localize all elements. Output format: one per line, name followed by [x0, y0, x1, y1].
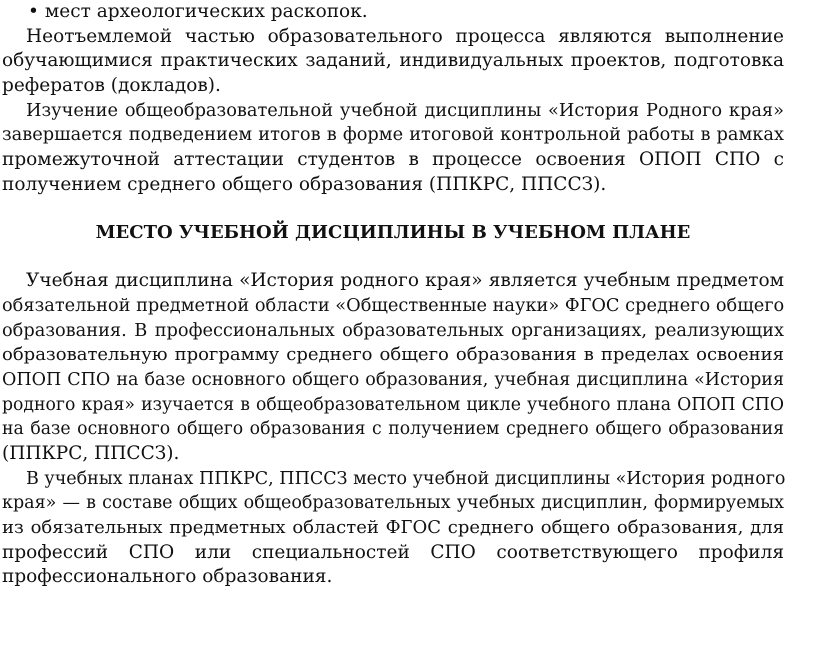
paragraph-line: обучающимися практических заданий, индивидуальных проектов, подготовка [2, 50, 784, 72]
paragraph-line: родного края» изучается в общеобразовательном цикле учебного плана ОПОП СПО [2, 394, 784, 415]
paragraph-line: обязательной предметной области «Общественные науки» ФГОС среднего общего [2, 295, 785, 316]
paragraph-line: из обязательных предметных областей ФГОС среднего общего образования, для [2, 517, 784, 539]
bullet-list-item [2, 0, 784, 25]
paragraph-line: на базе основного общего образования с получением среднего общего образования [2, 419, 784, 440]
paragraph-line: В учебных планах ППКРС, ППССЗ место учебной дисциплины «История родного [26, 468, 786, 489]
bullet-text: мест археологических раскопок. [44, 1, 368, 22]
paragraph-line: Учебная дисциплина «История родного края» является учебным предметом [26, 270, 784, 292]
paragraph-line: Изучение общеобразовательной учебной дисциплины «История Родного края» [26, 100, 784, 121]
paragraph-line: образования. В профессиональных образовательных организациях, реализующих [2, 320, 784, 341]
paragraph-line: получением среднего общего образования (ППКРС, ППССЗ). [2, 173, 607, 195]
paragraph-line: промежуточной аттестации студентов в процессе освоения ОПОП СПО с [2, 149, 784, 171]
paragraph-line: рефератов (докладов). [2, 75, 221, 97]
section-heading: МЕСТО УЧЕБНОЙ ДИСЦИПЛИНЫ В УЧЕБНОМ ПЛАНЕ [95, 221, 691, 243]
document-page [2, 0, 784, 590]
paragraph-line: профессионального образования. [2, 566, 333, 588]
paragraph-line: Неотъемлемой частью образовательного процесса являются выполнение [26, 25, 784, 47]
paragraph-line: образовательную программу среднего общего образования в пределах освоения [2, 344, 784, 366]
bullet-marker: • [28, 1, 39, 22]
paragraph-line: завершается подведением итогов в форме итоговой контрольной работы в рамках [2, 125, 784, 146]
paragraph-final-assessment [2, 99, 784, 198]
paragraph-educational-process [2, 25, 784, 99]
paragraph-line: ОПОП СПО на базе основного общего образования, учебная дисциплина «История [2, 369, 784, 390]
paragraph-discipline-status [2, 269, 784, 467]
paragraph-line: (ППКРС, ППССЗ). [2, 443, 180, 464]
paragraph-curriculum-place [2, 467, 784, 590]
paragraph-line: профессий СПО или специальностей СПО соответствующего профиля [2, 541, 784, 563]
paragraph-line: края» — в составе общих общеобразовательных учебных дисциплин, формируемых [2, 493, 784, 514]
